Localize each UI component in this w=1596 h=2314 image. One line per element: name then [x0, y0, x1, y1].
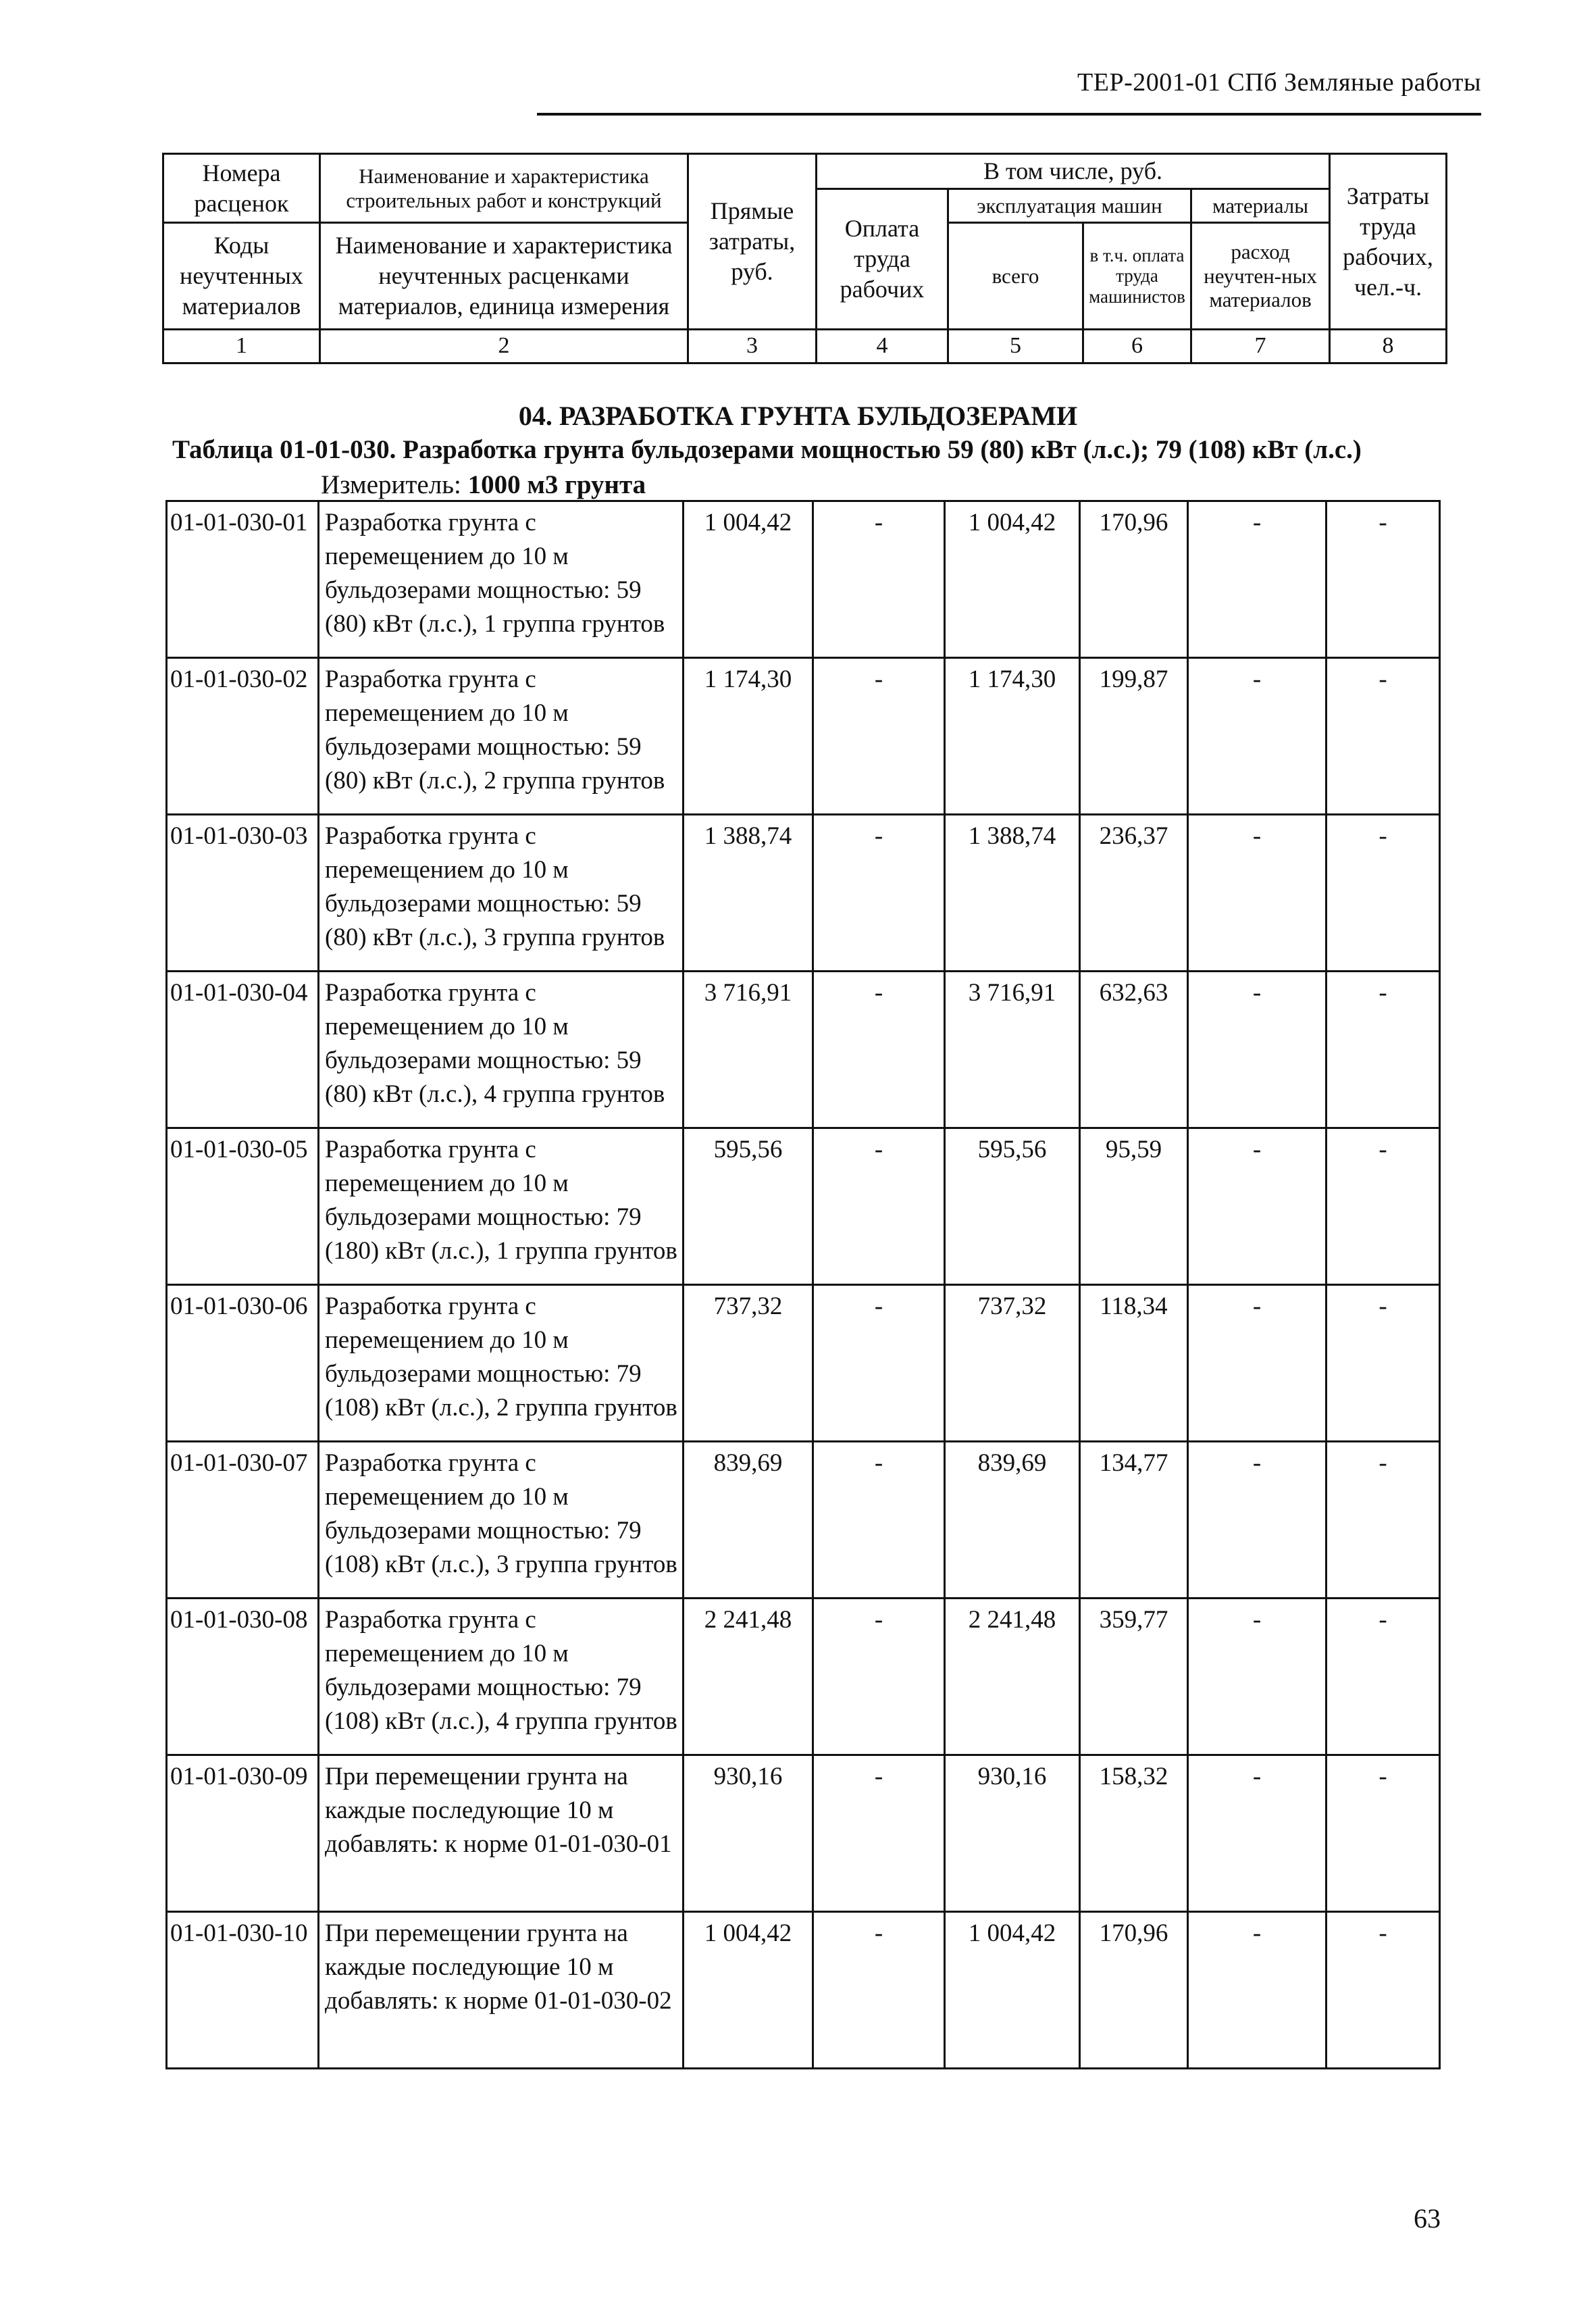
worker-pay-cell: - — [813, 501, 945, 658]
column-number: 2 — [320, 330, 688, 363]
table-row — [167, 501, 1440, 658]
worker-pay-cell: - — [813, 658, 945, 815]
table-row — [167, 1128, 1440, 1285]
machinist-pay-cell: 170,96 — [1080, 1912, 1188, 2069]
header-machinist-pay: в т.ч. оплата труда машинистов — [1083, 223, 1191, 330]
machinist-pay-cell: 118,34 — [1080, 1285, 1188, 1442]
machines-total-cell: 1 388,74 — [945, 815, 1080, 972]
rate-code-cell: 01-01-030-02 — [167, 658, 319, 815]
direct-costs-cell: 1 174,30 — [684, 658, 813, 815]
labor-hours-cell: - — [1327, 1755, 1440, 1912]
direct-costs-cell: 737,32 — [684, 1285, 813, 1442]
direct-costs-cell: 3 716,91 — [684, 972, 813, 1128]
table-row — [167, 1285, 1440, 1442]
worker-pay-cell: - — [813, 1442, 945, 1599]
header-including-group: В том числе, руб. — [817, 154, 1330, 189]
work-description-cell: Разработка грунта с перемещением до 10 м бульдозерами мощностью: 59 (80) кВт (л.с.), 4 группа грунтов — [319, 972, 684, 1128]
machines-total-cell: 3 716,91 — [945, 972, 1080, 1128]
machinist-pay-cell: 199,87 — [1080, 658, 1188, 815]
labor-hours-cell: - — [1327, 815, 1440, 972]
work-description-cell: Разработка грунта с перемещением до 10 м бульдозерами мощностью: 79 (108) кВт (л.с.), 3 группа грунтов — [319, 1442, 684, 1599]
rate-code-cell: 01-01-030-09 — [167, 1755, 319, 1912]
labor-hours-cell: - — [1327, 1442, 1440, 1599]
direct-costs-cell: 930,16 — [684, 1755, 813, 1912]
materials-cost-cell: - — [1188, 972, 1327, 1128]
rate-code-cell: 01-01-030-07 — [167, 1442, 319, 1599]
work-description-cell: Разработка грунта с перемещением до 10 м бульдозерами мощностью: 59 (80) кВт (л.с.), 3 группа грунтов — [319, 815, 684, 972]
machinist-pay-cell: 236,37 — [1080, 815, 1188, 972]
header-rate-numbers: Номера расценок — [163, 154, 320, 223]
running-head: ТЕР-2001-01 СПб Земляные работы — [1077, 68, 1481, 97]
header-material-codes: Коды неучтенных материалов — [163, 223, 320, 330]
machines-total-cell: 595,56 — [945, 1128, 1080, 1285]
machines-total-cell: 1 004,42 — [945, 1912, 1080, 2069]
materials-cost-cell: - — [1188, 815, 1327, 972]
materials-cost-cell: - — [1188, 501, 1327, 658]
column-number: 4 — [817, 330, 948, 363]
materials-cost-cell: - — [1188, 1755, 1327, 1912]
worker-pay-cell: - — [813, 972, 945, 1128]
table-row — [167, 658, 1440, 815]
column-header-table — [162, 153, 1447, 364]
table-row — [167, 972, 1440, 1128]
header-materials: материалы — [1191, 189, 1330, 223]
materials-cost-cell: - — [1188, 1599, 1327, 1755]
materials-cost-cell: - — [1188, 658, 1327, 815]
header-unaccounted-materials: расход неучтен-ных материалов — [1191, 223, 1330, 330]
column-number: 5 — [948, 330, 1083, 363]
header-material-description: Наименование и характеристика неучтенных расценками материалов, единица измерения — [320, 223, 688, 330]
table-caption: Таблица 01-01-030. Разработка грунта бульдозерами мощностью 59 (80) кВт (л.с.); 79 (108) кВт (л.с.) — [172, 435, 1362, 464]
labor-hours-cell: - — [1327, 1285, 1440, 1442]
column-number: 8 — [1330, 330, 1447, 363]
rate-code-cell: 01-01-030-01 — [167, 501, 319, 658]
measure-unit — [321, 470, 646, 500]
rate-code-cell: 01-01-030-10 — [167, 1912, 319, 2069]
worker-pay-cell: - — [813, 815, 945, 972]
rates-table — [165, 500, 1441, 2069]
worker-pay-cell: - — [813, 1128, 945, 1285]
column-number: 7 — [1191, 330, 1330, 363]
machinist-pay-cell: 95,59 — [1080, 1128, 1188, 1285]
column-number: 1 — [163, 330, 320, 363]
labor-hours-cell: - — [1327, 972, 1440, 1128]
machines-total-cell: 1 174,30 — [945, 658, 1080, 815]
materials-cost-cell: - — [1188, 1285, 1327, 1442]
table-row — [167, 815, 1440, 972]
header-direct-costs: Прямые затраты, руб. — [688, 154, 817, 330]
work-description-cell: Разработка грунта с перемещением до 10 м бульдозерами мощностью: 79 (180) кВт (л.с.), 1 группа грунтов — [319, 1128, 684, 1285]
rate-code-cell: 01-01-030-04 — [167, 972, 319, 1128]
direct-costs-cell: 839,69 — [684, 1442, 813, 1599]
running-head-rule — [537, 113, 1481, 116]
header-work-description: Наименование и характеристика строительных работ и конструкций — [320, 154, 688, 223]
direct-costs-cell: 1 388,74 — [684, 815, 813, 972]
machinist-pay-cell: 632,63 — [1080, 972, 1188, 1128]
direct-costs-cell: 595,56 — [684, 1128, 813, 1285]
machines-total-cell: 737,32 — [945, 1285, 1080, 1442]
machinist-pay-cell: 170,96 — [1080, 501, 1188, 658]
measure-label: Измеритель: — [321, 470, 468, 499]
work-description-cell: Разработка грунта с перемещением до 10 м бульдозерами мощностью: 79 (108) кВт (л.с.), 2 группа грунтов — [319, 1285, 684, 1442]
table-row — [167, 1442, 1440, 1599]
labor-hours-cell: - — [1327, 658, 1440, 815]
header-worker-pay: Оплата труда рабочих — [817, 189, 948, 330]
work-description-cell: При перемещении грунта на каждые последующие 10 м добавлять: к норме 01-01-030-01 — [319, 1755, 684, 1912]
work-description-cell: При перемещении грунта на каждые последующие 10 м добавлять: к норме 01-01-030-02 — [319, 1912, 684, 2069]
rate-code-cell: 01-01-030-05 — [167, 1128, 319, 1285]
work-description-cell: Разработка грунта с перемещением до 10 м бульдозерами мощностью: 79 (108) кВт (л.с.), 4 группа грунтов — [319, 1599, 684, 1755]
direct-costs-cell: 1 004,42 — [684, 501, 813, 658]
header-machines-total: всего — [948, 223, 1083, 330]
direct-costs-cell: 2 241,48 — [684, 1599, 813, 1755]
rate-code-cell: 01-01-030-06 — [167, 1285, 319, 1442]
worker-pay-cell: - — [813, 1755, 945, 1912]
column-number: 6 — [1083, 330, 1191, 363]
worker-pay-cell: - — [813, 1912, 945, 2069]
machinist-pay-cell: 158,32 — [1080, 1755, 1188, 1912]
worker-pay-cell: - — [813, 1285, 945, 1442]
column-number: 3 — [688, 330, 817, 363]
page-number: 63 — [1414, 2203, 1441, 2234]
header-labor-hours: Затраты труда рабочих, чел.-ч. — [1330, 154, 1447, 330]
rate-code-cell: 01-01-030-08 — [167, 1599, 319, 1755]
direct-costs-cell: 1 004,42 — [684, 1912, 813, 2069]
measure-value: 1000 м3 грунта — [467, 470, 646, 499]
labor-hours-cell: - — [1327, 1128, 1440, 1285]
labor-hours-cell: - — [1327, 501, 1440, 658]
materials-cost-cell: - — [1188, 1912, 1327, 2069]
table-row — [167, 1599, 1440, 1755]
header-machine-operation: эксплуатация машин — [948, 189, 1191, 223]
table-row — [167, 1755, 1440, 1912]
machines-total-cell: 930,16 — [945, 1755, 1080, 1912]
section-title: 04. РАЗРАБОТКА ГРУНТА БУЛЬДОЗЕРАМИ — [518, 401, 1078, 431]
rate-code-cell: 01-01-030-03 — [167, 815, 319, 972]
work-description-cell: Разработка грунта с перемещением до 10 м бульдозерами мощностью: 59 (80) кВт (л.с.), 2 группа грунтов — [319, 658, 684, 815]
materials-cost-cell: - — [1188, 1128, 1327, 1285]
materials-cost-cell: - — [1188, 1442, 1327, 1599]
machinist-pay-cell: 134,77 — [1080, 1442, 1188, 1599]
work-description-cell: Разработка грунта с перемещением до 10 м бульдозерами мощностью: 59 (80) кВт (л.с.), 1 группа грунтов — [319, 501, 684, 658]
labor-hours-cell: - — [1327, 1599, 1440, 1755]
machinist-pay-cell: 359,77 — [1080, 1599, 1188, 1755]
table-row — [167, 1912, 1440, 2069]
machines-total-cell: 839,69 — [945, 1442, 1080, 1599]
worker-pay-cell: - — [813, 1599, 945, 1755]
machines-total-cell: 2 241,48 — [945, 1599, 1080, 1755]
labor-hours-cell: - — [1327, 1912, 1440, 2069]
machines-total-cell: 1 004,42 — [945, 501, 1080, 658]
